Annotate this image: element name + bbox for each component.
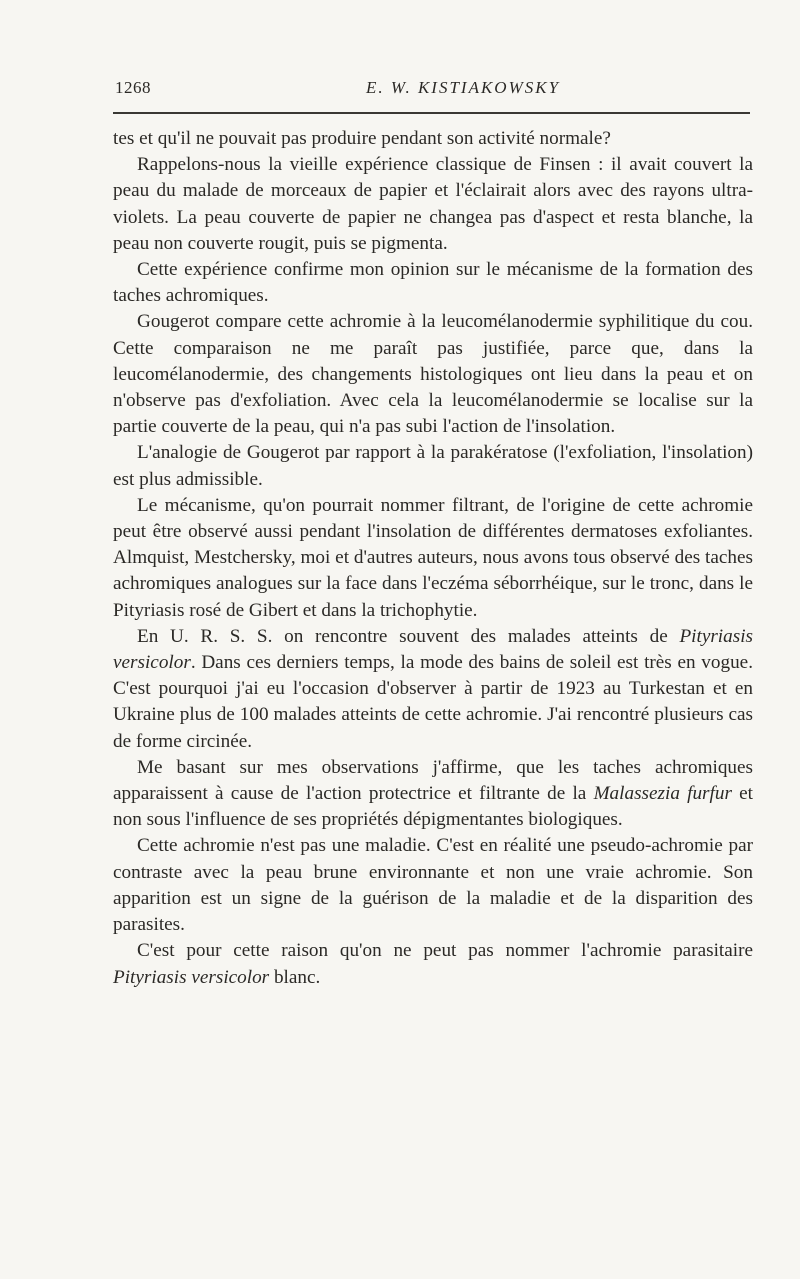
paragraph-7: En U. R. S. S. on rencontre souvent des malades atteints de Pityriasis versicolor. Dans ces derniers temps, la mode des bains de soleil est très en vogue. C'est pourquoi j'ai eu l'occasion d'observer à partir de 1923 au Turkestan et en Ukraine plus de 100 malades atteints de cette achromie. J'ai rencontré plusieurs cas de forme circinée. xyxy=(113,625,753,752)
page-number: 1268 xyxy=(115,78,151,97)
body-text xyxy=(113,126,753,991)
running-head xyxy=(113,78,753,102)
header-rule xyxy=(113,112,750,114)
paragraph-1: tes et qu'il ne pouvait pas produire pendant son activité normale? xyxy=(113,128,611,149)
species-name: Malassezia furfur xyxy=(593,783,732,805)
species-name: Pityriasis versicolor xyxy=(113,966,270,988)
running-title: E. W. KISTIAKOWSKY xyxy=(365,78,561,97)
paragraph-3: Cette expérience confirme mon opinion sur le mécanisme de la formation des taches achromiques. xyxy=(113,259,753,307)
paragraph-6: Le mécanisme, qu'on pourrait nommer filtrant, de l'origine de cette achromie peut être observé aussi pendant l'insolation de différentes dermatoses exfoliantes. Almquist, Mestchersky, moi et d'autres auteurs, nous avons tous observé des taches achromiques analogues sur la face dans l'eczéma séborrhéique, sur le tronc, dans le Pityriasis rosé de Gibert et dans la trichophytie. xyxy=(113,494,753,621)
paragraph-9: Cette achromie n'est pas une maladie. C'est en réalité une pseudo-achromie par contraste avec la peau brune environnante et non une vraie achromie. Son apparition est un signe de la guérison de la maladie et de la disparition des parasites. xyxy=(113,835,753,936)
species-name: Pityriasis versicolor xyxy=(113,625,753,674)
page xyxy=(113,78,753,991)
paragraph-4: Gougerot compare cette achromie à la leucomélanodermie syphilitique du cou. Cette comparaison ne me paraît pas justifiée, parce que, dans la leucomélanodermie, des changements histologiques ont lieu dans la peau et on n'observe pas d'exfoliation. Avec cela la leucomélanodermie se localise sur la partie couverte de la peau, qui n'a pas subi l'action de l'insolation. xyxy=(113,311,753,438)
paragraph-8: Me basant sur mes observations j'affirme, que les taches achromiques apparaissent à cause de l'action protectrice et filtrante de la Malassezia furfur et non sous l'influence de ses propriétés dépigmentantes biologiques. xyxy=(113,756,753,831)
paragraph-5: L'analogie de Gougerot par rapport à la parakératose (l'exfoliation, l'insolation) est plus admissible. xyxy=(113,442,753,490)
paragraph-2: Rappelons-nous la vieille expérience classique de Finsen : il avait couvert la peau du malade de morceaux de papier et l'éclairait alors avec des rayons ultra-violets. La peau couverte de papier ne changea pas d'aspect et resta blanche, la peau non couverte rougit, puis se pigmenta. xyxy=(113,154,753,254)
paragraph-10: C'est pour cette raison qu'on ne peut pas nommer l'achromie parasitaire Pityriasis versicolor blanc. xyxy=(113,940,753,988)
